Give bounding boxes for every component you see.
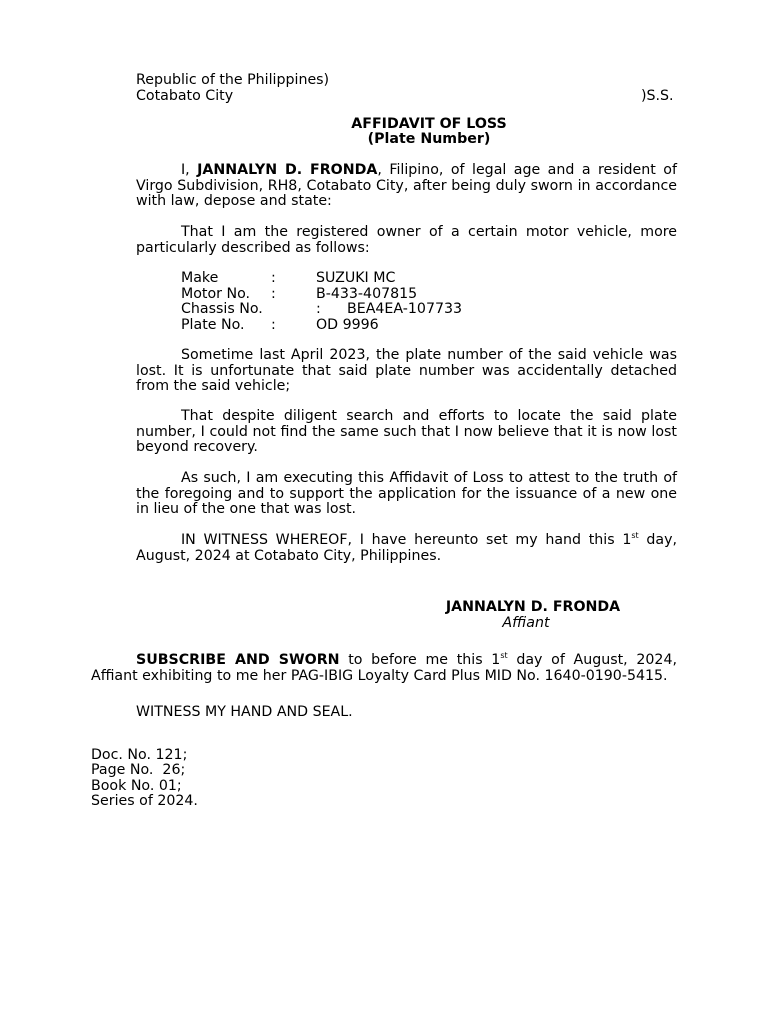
affiant-name-inline: JANNALYN D. FRONDA <box>197 162 378 178</box>
loss-paragraph: Sometime last April 2023, the plate number of the said vehicle was lost. It is unfortunate that said plate number was accidentally detached from the said vehicle; <box>136 347 677 394</box>
motor-label: Motor No. <box>181 285 251 302</box>
series-year: Series of 2024. <box>91 793 198 809</box>
doc-number: Doc. No. 121; <box>91 747 188 763</box>
vehicle-row-plate <box>181 318 581 334</box>
chassis-label: Chassis No. <box>181 301 263 317</box>
plate-sep: : <box>271 316 276 333</box>
witness-post: day, August, 2024 at Cotabato City, Philippines. <box>136 532 678 564</box>
jurat-pre: to before me this 1 <box>339 652 501 668</box>
book-number: Book No. 01; <box>91 778 182 794</box>
intro-paragraph <box>136 163 677 210</box>
document-subtitle: (Plate Number) <box>367 131 491 147</box>
signature-name: JANNALYN D. FRONDA <box>445 599 621 615</box>
intro-rest: , Filipino, of legal age and a resident of Virgo Subdivision, RH8, Cotabato City, after being duly sworn in accordance with law, depose and state: <box>136 162 677 209</box>
vehicle-row-chassis <box>181 302 581 318</box>
witness-pre: IN WITNESS WHEREOF, I have hereunto set my hand this 1 <box>181 532 632 548</box>
search-paragraph: That despite diligent search and efforts to locate the said plate number, I could not find the same such that I now believe that it is now lost beyond recovery. <box>136 408 677 455</box>
seal-line: WITNESS MY HAND AND SEAL. <box>136 704 353 720</box>
jurat-paragraph <box>91 653 677 684</box>
motor-sep: : <box>271 285 276 302</box>
witness-paragraph <box>136 533 677 564</box>
header-republic: Republic of the Philippines) <box>136 72 330 88</box>
owner-paragraph: That I am the registered owner of a certain motor vehicle, more particularly described as follows: <box>136 224 677 256</box>
signature-role: Affiant <box>502 615 550 631</box>
motor-value: B-433-407815 <box>316 285 418 302</box>
chassis-value: BEA4EA-107733 <box>347 301 463 317</box>
header-city: Cotabato City <box>136 88 234 104</box>
intro-prefix: I, <box>181 162 198 178</box>
jurat-bold: SUBSCRIBE AND SWORN <box>136 652 340 668</box>
jurat-post: day of August, 2024, Affiant exhibiting to me her PAG-IBIG Loyalty Card Plus MID No. 1640-0190-5415. <box>91 652 677 684</box>
vehicle-details <box>181 271 581 333</box>
vehicle-row-motor <box>181 287 581 303</box>
header-ss: )S.S. <box>641 88 674 104</box>
purpose-paragraph: As such, I am executing this Affidavit of Loss to attest to the truth of the foregoing and to support the application for the issuance of a new one in lieu of the one that was lost. <box>136 470 677 517</box>
plate-value: OD 9996 <box>316 316 379 333</box>
page-number: Page No. 26; <box>91 762 186 778</box>
document-title: AFFIDAVIT OF LOSS <box>351 116 507 132</box>
chassis-sep: : <box>316 301 321 317</box>
make-sep: : <box>271 270 276 286</box>
witness-sup: st <box>631 531 639 540</box>
make-value: SUZUKI MC <box>316 270 396 286</box>
vehicle-row-make <box>181 271 581 287</box>
plate-label: Plate No. <box>181 316 245 333</box>
jurat-sup: st <box>500 651 508 660</box>
make-label: Make <box>181 270 219 286</box>
